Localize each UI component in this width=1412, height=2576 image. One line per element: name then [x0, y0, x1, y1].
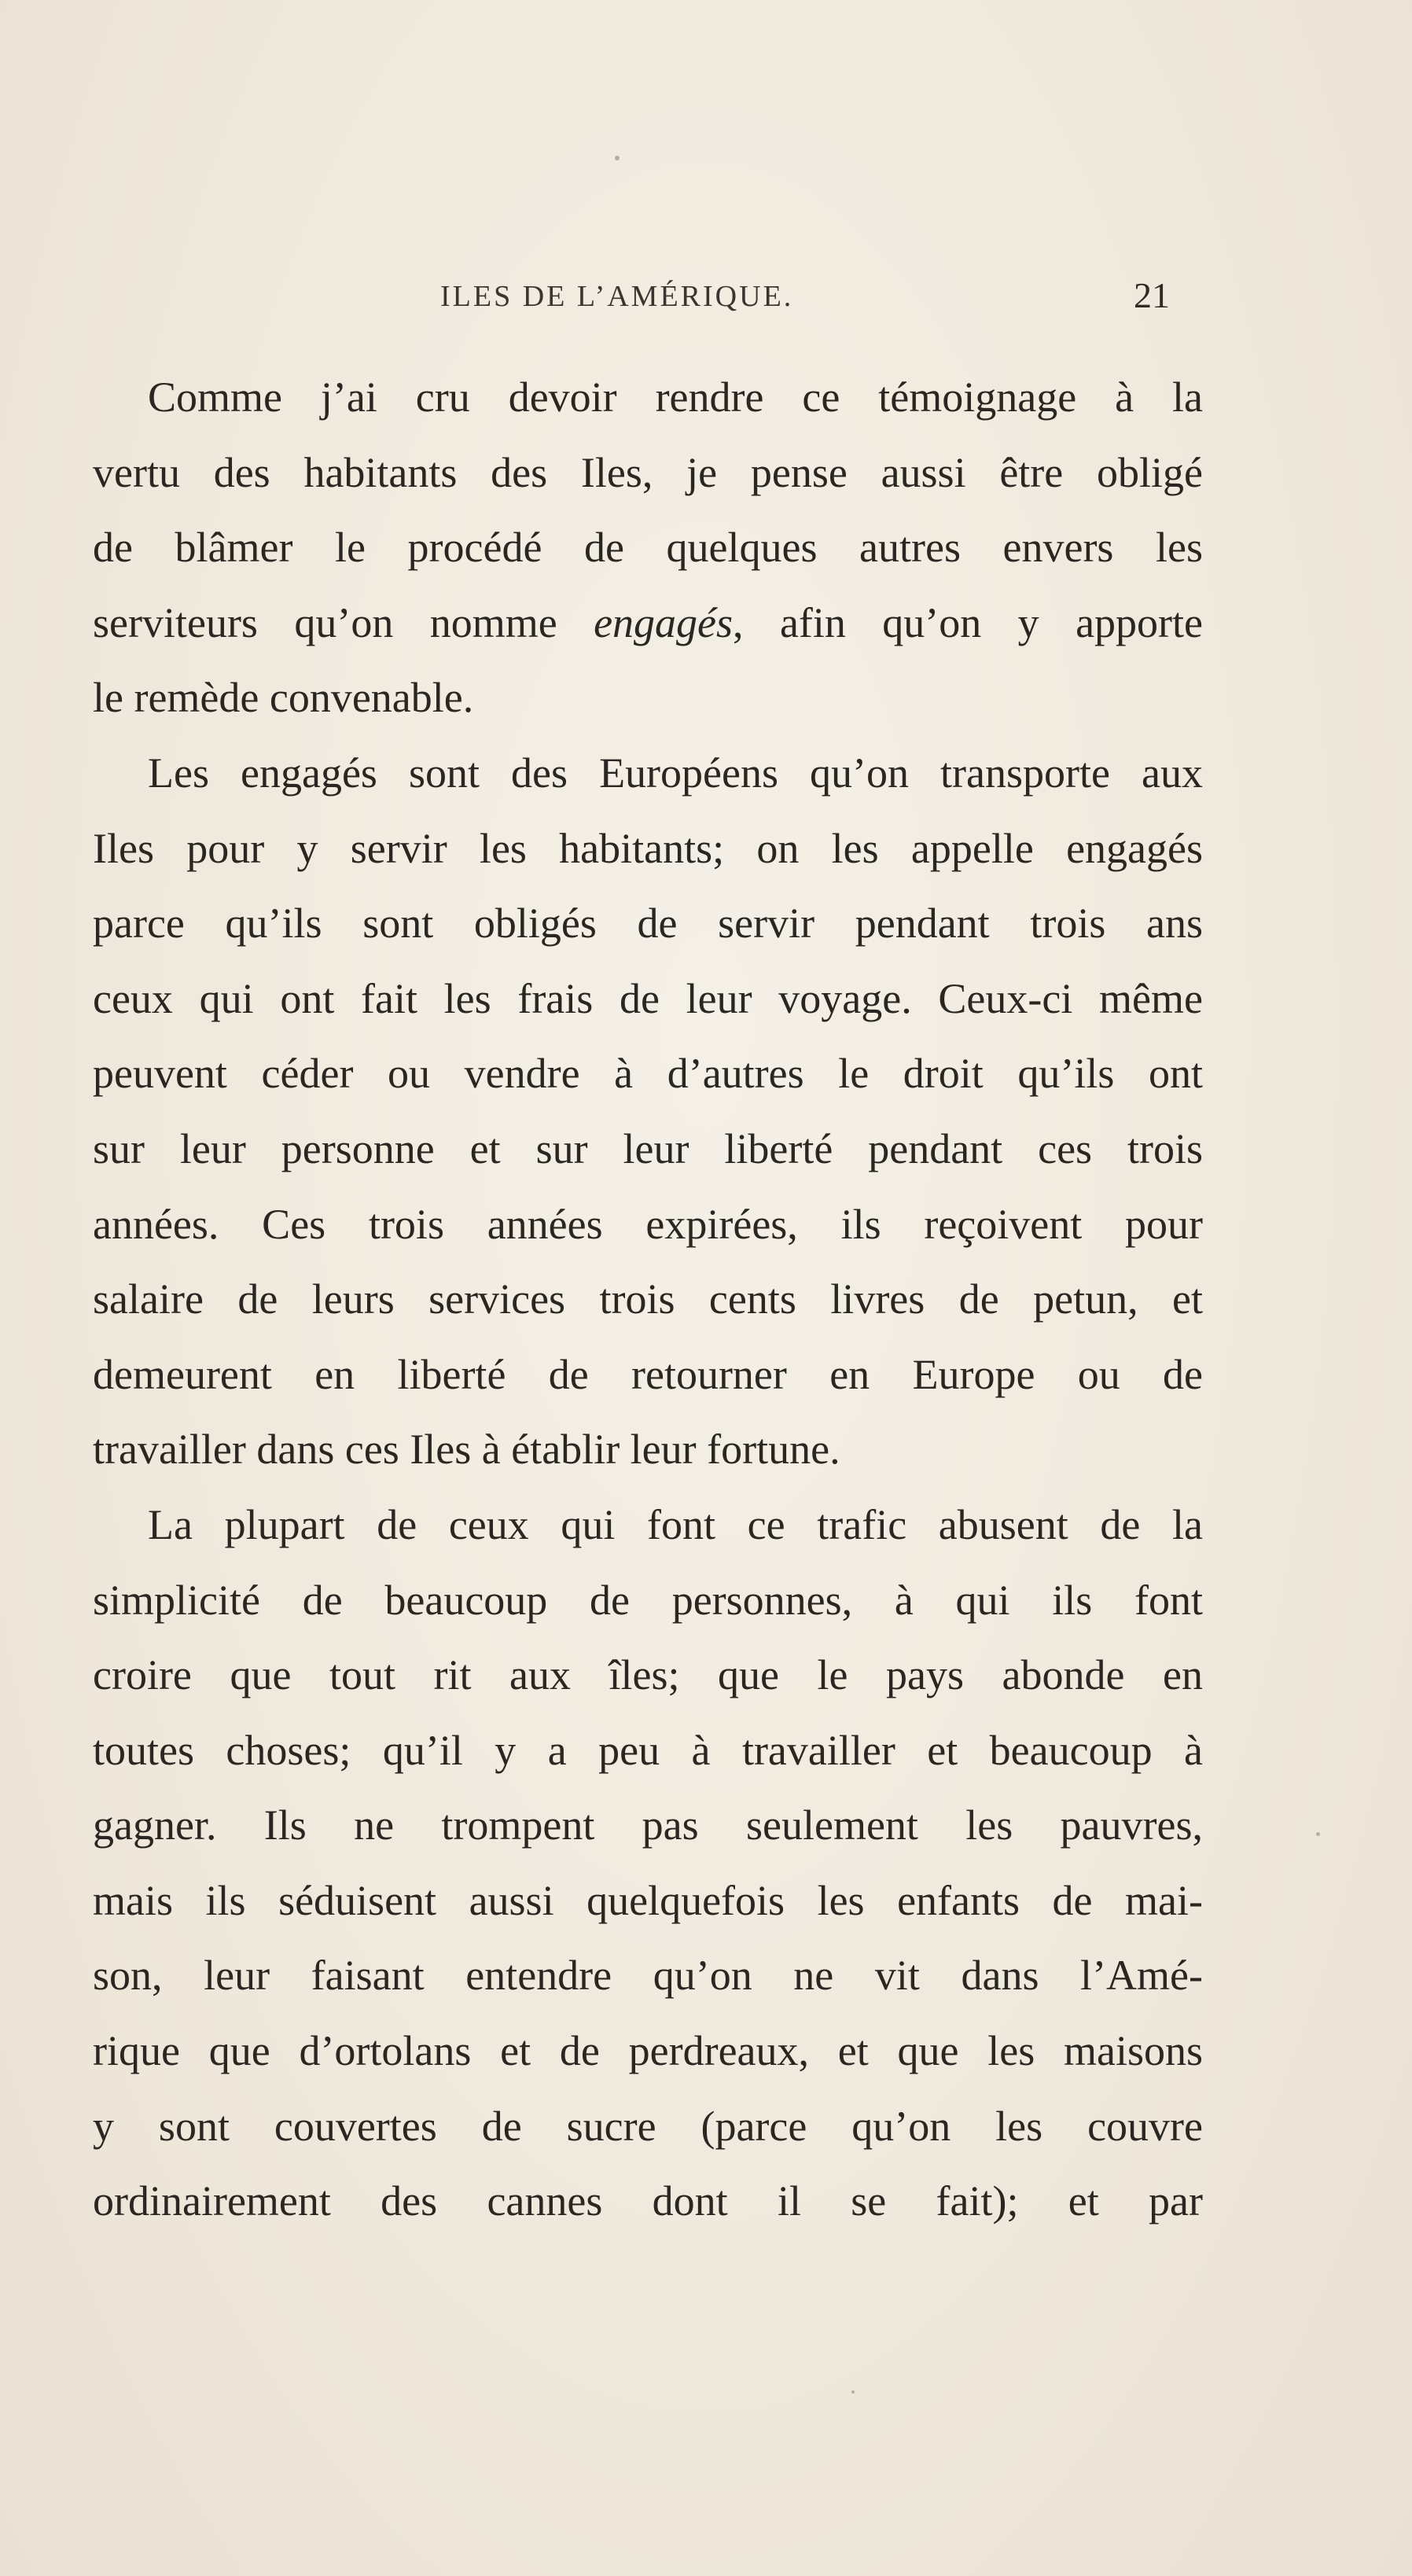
- page-number: 21: [1134, 275, 1170, 315]
- text-line: peuvent céder ou vendre à d’autres le droit qu’ils ont: [93, 1050, 1203, 1098]
- text-line: toutes choses; qu’il y a peu à travailler et beaucoup à: [93, 1726, 1203, 1774]
- text-line: simplicité de beaucoup de personnes, à qui ils font: [93, 1576, 1203, 1624]
- paper-speck: [615, 156, 620, 160]
- text-line: y sont couvertes de sucre (parce qu’on les couvre: [93, 2102, 1203, 2150]
- text-line: salaire de leurs services trois cents livres de petun, et: [93, 1275, 1203, 1323]
- text-line: demeurent en liberté de retourner en Europe ou de: [93, 1350, 1203, 1398]
- text-line: La plupart de ceux qui font ce trafic abusent de la: [148, 1500, 1203, 1548]
- body-text: [93, 360, 1203, 2239]
- text-line: Comme j’ai cru devoir rendre ce témoignage à la: [148, 374, 1203, 421]
- text-line: de blâmer le procédé de quelques autres envers les: [93, 524, 1203, 572]
- running-head: [0, 275, 1412, 326]
- text-line: sur leur personne et sur leur liberté pendant ces trois: [93, 1124, 1203, 1172]
- running-title: ILES DE L’AMÉRIQUE.: [440, 280, 794, 313]
- text-line: croire que tout rit aux îles; que le pays abonde en: [93, 1651, 1203, 1699]
- text-line: parce qu’ils sont obligés de servir pendant trois ans: [93, 900, 1203, 948]
- text-line: rique que d’ortolans et de perdreaux, et que les maisons: [93, 2027, 1203, 2075]
- text-line: vertu des habitants des Iles, je pense aussi être obligé: [93, 448, 1203, 496]
- text-line: années. Ces trois années expirées, ils reçoivent pour: [93, 1200, 1203, 1248]
- text-line: ordinairement des cannes dont il se fait); et par: [93, 2177, 1203, 2225]
- text-line: son, leur faisant entendre qu’on ne vit dans l’Amé-: [93, 1952, 1203, 2000]
- text-line: Les engagés sont des Européens qu’on transporte aux: [148, 749, 1203, 797]
- paper-speck: [851, 2390, 855, 2394]
- text-line: mais ils séduisent aussi quelquefois les enfants de mai-: [93, 1876, 1203, 1924]
- text-line: travailler dans ces Iles à établir leur fortune.: [93, 1426, 840, 1474]
- text-line: gagner. Ils ne trompent pas seulement les pauvres,: [93, 1801, 1203, 1849]
- paper-speck: [1316, 1832, 1320, 1836]
- text-line: le remède convenable.: [93, 674, 474, 722]
- text-line: ceux qui ont fait les frais de leur voyage. Ceux-ci même: [93, 974, 1203, 1022]
- text-line: Iles pour y servir les habitants; on les appelle engagés: [93, 824, 1203, 872]
- text-line: serviteurs qu’on nomme engagés, afin qu’on y apporte: [93, 598, 1203, 646]
